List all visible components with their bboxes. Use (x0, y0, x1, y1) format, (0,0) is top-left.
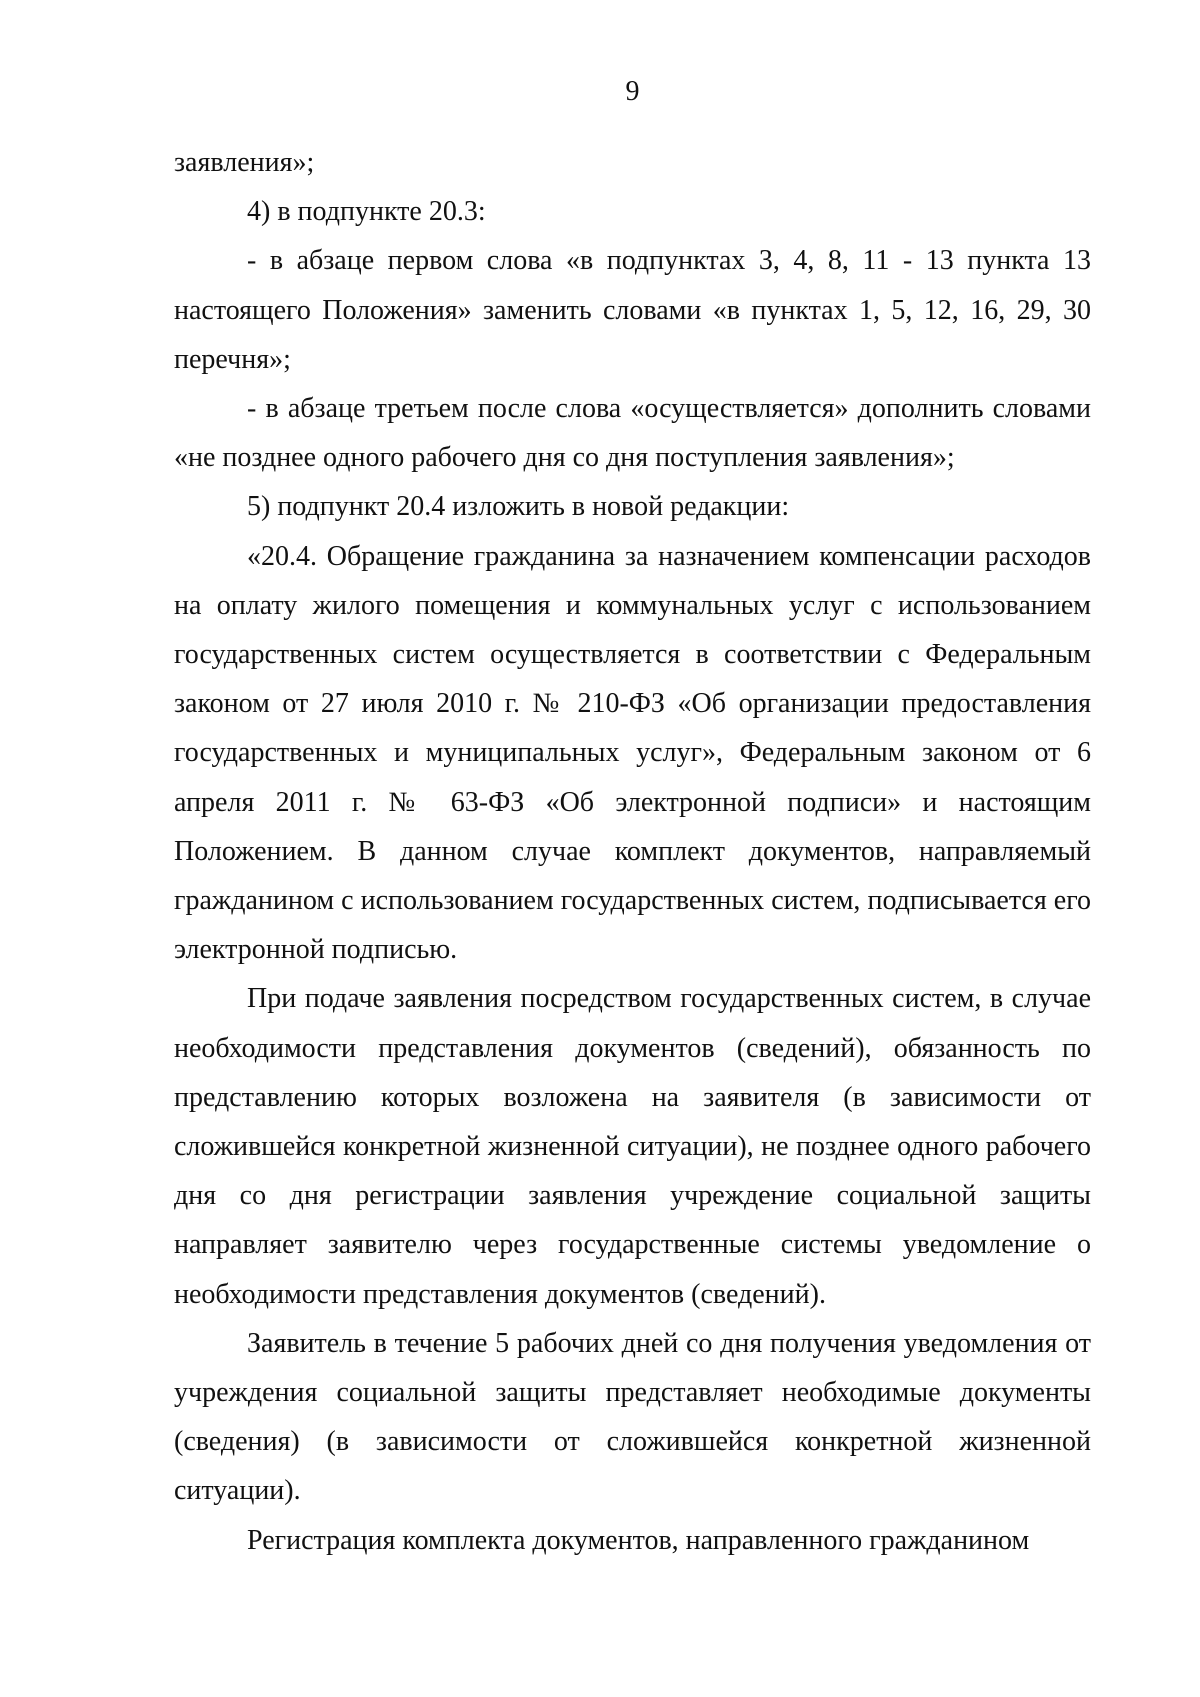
document-body (174, 138, 1091, 1565)
paragraph-registration: Регистрация комплекта документов, направленного гражданином (247, 1524, 1030, 1556)
paragraph-applicant-deadline: Заявитель в течение 5 рабочих дней со дня получения уведомления от учреждения социальной защиты представляет необходимые документы (сведения) (в зависимости от сложившейся конкретной жизненной ситуации). (174, 1327, 1091, 1507)
paragraph-item-4: 4) в подпункте 20.3: (247, 196, 486, 228)
paragraph-filing-notice: При подаче заявления посредством государственных систем, в случае необходимости представления документов (сведений), обязанность по представлению которых возложена на заявителя (в зависимости от сложившейся конкретной жизненной ситуации), не позднее одного рабочего дня со дня регистрации заявления учреждение социальной защиты направляет заявителю через государственные системы уведомление о необходимости представления документов (сведений). (174, 983, 1091, 1310)
paragraph-20-4-text: «20.4. Обращение гражданина за назначением компенсации расходов на оплату жилого помещения и коммунальных услуг с использованием государственных систем осуществляется в соответствии с Федеральным законом от 27 июля 2010 г. № 210-ФЗ «Об организации предоставления государственных и муниципальных услуг», Федеральным законом от 6 апреля 2011 г. № 63-ФЗ «Об электронной подписи» и настоящим Положением. В данном случае комплект документов, направляемый гражданином с использованием государственных систем, подписывается его электронной подписью. (174, 540, 1091, 966)
page-number: 9 (625, 76, 640, 107)
paragraph-continuation: заявления»; (174, 147, 315, 178)
paragraph-item-5: 5) подпункт 20.4 изложить в новой редакции: (247, 491, 790, 523)
paragraph-amendment-third: - в абзаце третьем после слова «осуществляется» дополнить словами «не позднее одного рабочего дня со дня поступления заявления»; (174, 393, 1091, 474)
paragraph-amendment-first: - в абзаце первом слова «в подпунктах 3, 4, 8, 11 - 13 пункта 13 настоящего Положения» заменить словами «в пунктах 1, 5, 12, 16, 29, 30 перечня»; (174, 245, 1091, 375)
